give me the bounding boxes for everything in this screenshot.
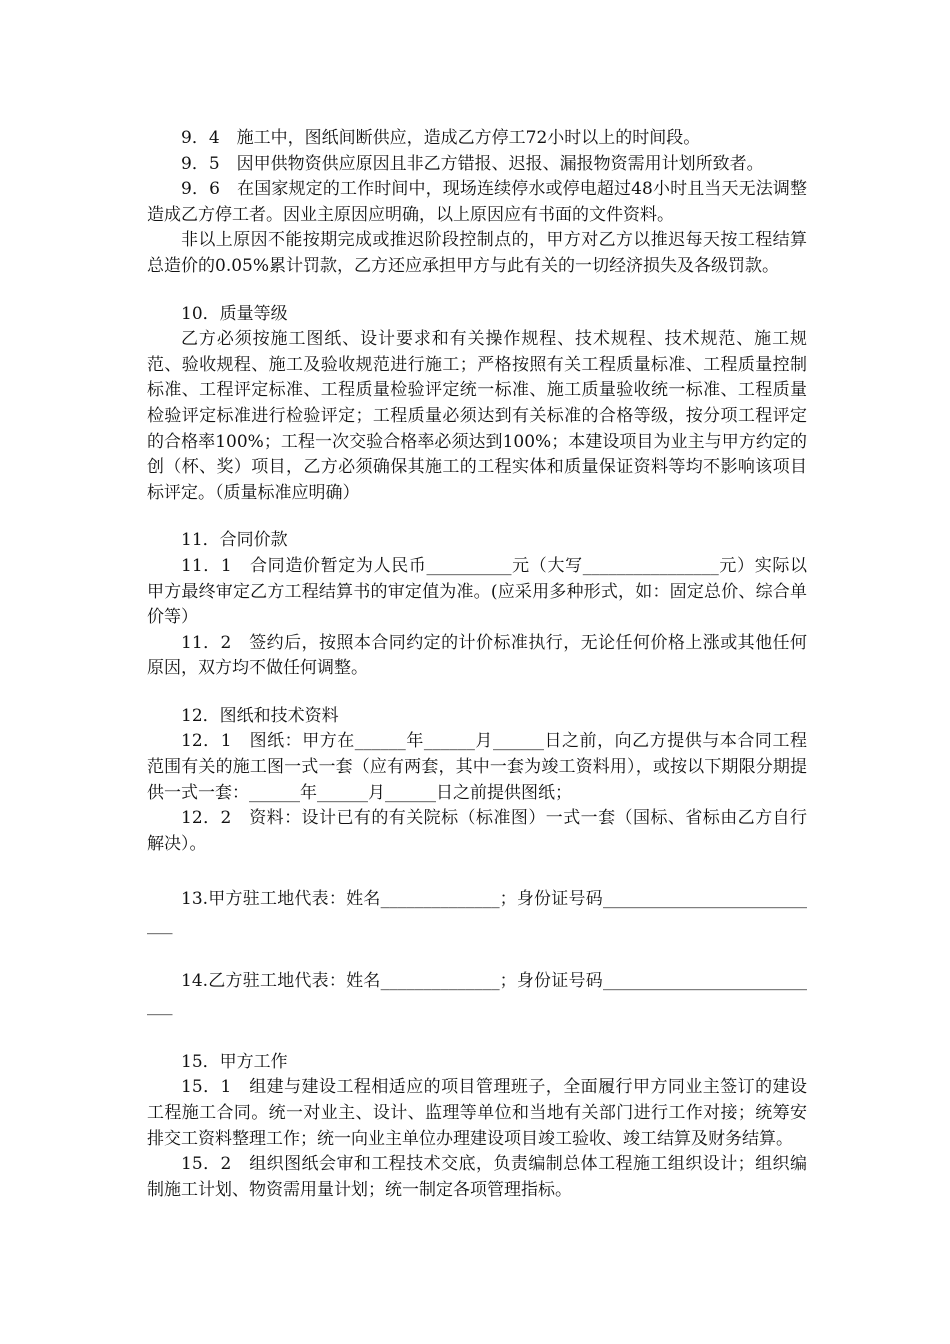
heading-10-quality: 10．质量等级	[181, 303, 288, 324]
spacer	[147, 939, 807, 969]
clause-15-1: 15．1 组建与建设工程相适应的项目管理班子，全面履行甲方同业主签订的建设工程施工合同。统一对业主、设计、监理等单位和当地有关部门进行工作对接；统筹安排交工资料整理工作；统一向业主单位办理建设项目竣工验收、竣工结算及财务结算。	[147, 1077, 807, 1149]
clause-11-2: 11．2 签约后，按照本合同约定的计价标准执行，无论任何价格上涨或其他任何原因，双方均不做任何调整。	[147, 632, 807, 679]
heading-12-drawings: 12．图纸和技术资料	[181, 705, 339, 726]
clause-11-1: 11．1 合同造价暂定为人民币__________元（大写________________元）实际以甲方最终审定乙方工程结算书的审定值为准。(应采用多种形式，如：固定总价、综合单价等）	[147, 555, 807, 628]
clause-9-6: 9．6 在国家规定的工作时间中，现场连续停水或停电超过48小时且当天无法调整造成乙方停工者。因业主原因应明确，以上原因应有书面的文件资料。	[147, 179, 807, 225]
clause-12-2: 12．2 资料：设计已有的有关院标（标准图）一式一套（国标、省标由乙方自行解决）。	[147, 808, 807, 854]
spacer	[147, 1020, 807, 1050]
clause-13-party-a-rep: 13.甲方驻工地代表：姓名______________；身份证号码___________________________	[147, 889, 807, 936]
spacer	[147, 682, 807, 704]
heading-15-party-a-work: 15．甲方工作	[181, 1051, 288, 1072]
clause-15-2: 15．2 组织图纸会审和工程技术交底，负责编制总体工程施工组织设计；组织编制施工计划、物资需用量计划；统一制定各项管理指标。	[147, 1154, 807, 1200]
spacer	[147, 506, 807, 528]
clause-12-1: 12．1 图纸：甲方在______年______月______日之前，向乙方提供与本合同工程范围有关的施工图一式一套（应有两套，其中一套为竣工资料用），或按以下期限分期提供一式一套：______年______月______日之前提供图纸；	[147, 731, 807, 803]
spacer	[147, 857, 807, 887]
clause-9-5: 9．5 因甲供物资供应原因且非乙方错报、迟报、漏报物资需用计划所致者。	[181, 153, 764, 174]
document-body	[147, 126, 807, 1203]
heading-11-price: 11．合同价款	[181, 530, 288, 551]
clause-10-body: 乙方必须按施工图纸、设计要求和有关操作规程、技术规程、技术规范、施工规范、验收规程、施工及验收规范进行施工；严格按照有关工程质量标准、工程质量控制标准、工程评定标准、工程质量检验评定统一标准、施工质量验收统一标准、工程质量检验评定标准进行检验评定；工程质量必须达到有关标准的合格等级，按分项工程评定的合格率100%；工程一次交验合格率必须达到100%；本建设项目为业主与甲方约定的创（杯、奖）项目，乙方必须确保其施工的工程实体和质量保证资料等均不影响该项目标评定。（质量标准应明确）	[147, 329, 807, 503]
clause-9-penalty: 非以上原因不能按期完成或推迟阶段控制点的，甲方对乙方以推迟每天按工程结算总造价的0.05%累计罚款，乙方还应承担甲方与此有关的一切经济损失及各级罚款。	[147, 230, 807, 276]
spacer	[147, 280, 807, 302]
clause-14-party-b-rep: 14.乙方驻工地代表：姓名______________；身份证号码___________________________	[147, 970, 807, 1017]
clause-9-4: 9．4 施工中，图纸间断供应，造成乙方停工72小时以上的时间段。	[181, 128, 701, 148]
